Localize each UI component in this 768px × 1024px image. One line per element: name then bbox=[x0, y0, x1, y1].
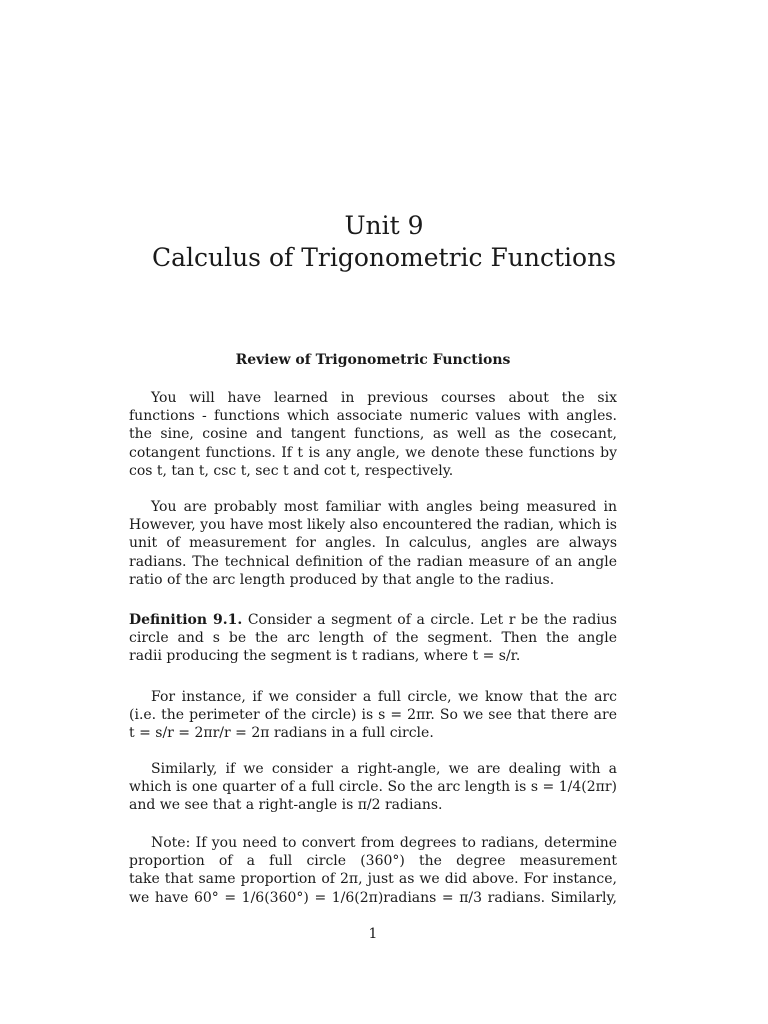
definition-label: Definition 9.1. bbox=[129, 612, 243, 628]
paragraph-line: and we see that a right-angle is π/2 radians. bbox=[129, 797, 443, 814]
definition-text: Consider a segment of a circle. Let r be the radius bbox=[247, 612, 617, 628]
paragraph-line: which is one quarter of a full circle. So the arc length is s = 1/4(2πr) bbox=[129, 779, 617, 796]
paragraph-line: proportion of a full circle (360°) the degree measurement bbox=[129, 853, 617, 870]
unit-number: Unit 9 bbox=[344, 211, 424, 240]
paragraph-line: However, you have most likely also encountered the radian, which is bbox=[129, 517, 617, 534]
paragraph-line: For instance, if we consider a full circle, we know that the arc bbox=[151, 689, 617, 705]
definition-line: radii producing the segment is t radians, where t = s/r. bbox=[129, 648, 521, 665]
paragraph-line: functions - functions which associate numeric values with angles. bbox=[129, 408, 617, 425]
paragraph-line: cotangent functions. If t is any angle, we denote these functions by bbox=[129, 444, 617, 461]
paragraph-line: radians. The technical definition of the radian measure of an angle bbox=[129, 553, 617, 570]
paragraph-full-circle bbox=[129, 688, 617, 743]
paragraph-line: Note: If you need to convert from degrees to radians, determine bbox=[151, 835, 617, 851]
paragraph-line: unit of measurement for angles. In calculus, angles are always bbox=[129, 535, 617, 552]
paragraph-note bbox=[129, 834, 617, 907]
definition-line: circle and s be the arc length of the segment. Then the angle bbox=[129, 630, 617, 647]
paragraph-intro bbox=[129, 389, 617, 480]
paragraph-line: Similarly, if we consider a right-angle, we are dealing with a bbox=[151, 761, 617, 777]
paragraph-line: (i.e. the perimeter of the circle) is s = 2πr. So we see that there are bbox=[129, 707, 617, 724]
definition-line bbox=[129, 611, 617, 629]
paragraph-line: ratio of the arc length produced by that angle to the radius. bbox=[129, 571, 555, 588]
paragraph-radians bbox=[129, 498, 617, 589]
section-heading: Review of Trigonometric Functions bbox=[235, 352, 511, 368]
paragraph-line: take that same proportion of 2π, just as we did above. For instance, bbox=[129, 871, 617, 888]
paragraph-line: cos t, tan t, csc t, sec t and cot t, respectively. bbox=[129, 462, 454, 479]
paragraph-line: t = s/r = 2πr/r = 2π radians in a full circle. bbox=[129, 725, 434, 742]
unit-name: Calculus of Trigonometric Functions bbox=[151, 243, 617, 272]
paragraph-line: You are probably most familiar with angles being measured in bbox=[151, 499, 617, 515]
paragraph-line: the sine, cosine and tangent functions, as well as the cosecant, bbox=[129, 426, 617, 443]
unit-title bbox=[0, 210, 768, 274]
page-number: 1 bbox=[368, 926, 378, 942]
paragraph-line: You will have learned in previous courses about the six bbox=[151, 390, 617, 406]
definition-block bbox=[129, 611, 617, 666]
paragraph-right-angle bbox=[129, 760, 617, 815]
paragraph-line: we have 60° = 1/6(360°) = 1/6(2π)radians = π/3 radians. Similarly, bbox=[129, 889, 617, 906]
